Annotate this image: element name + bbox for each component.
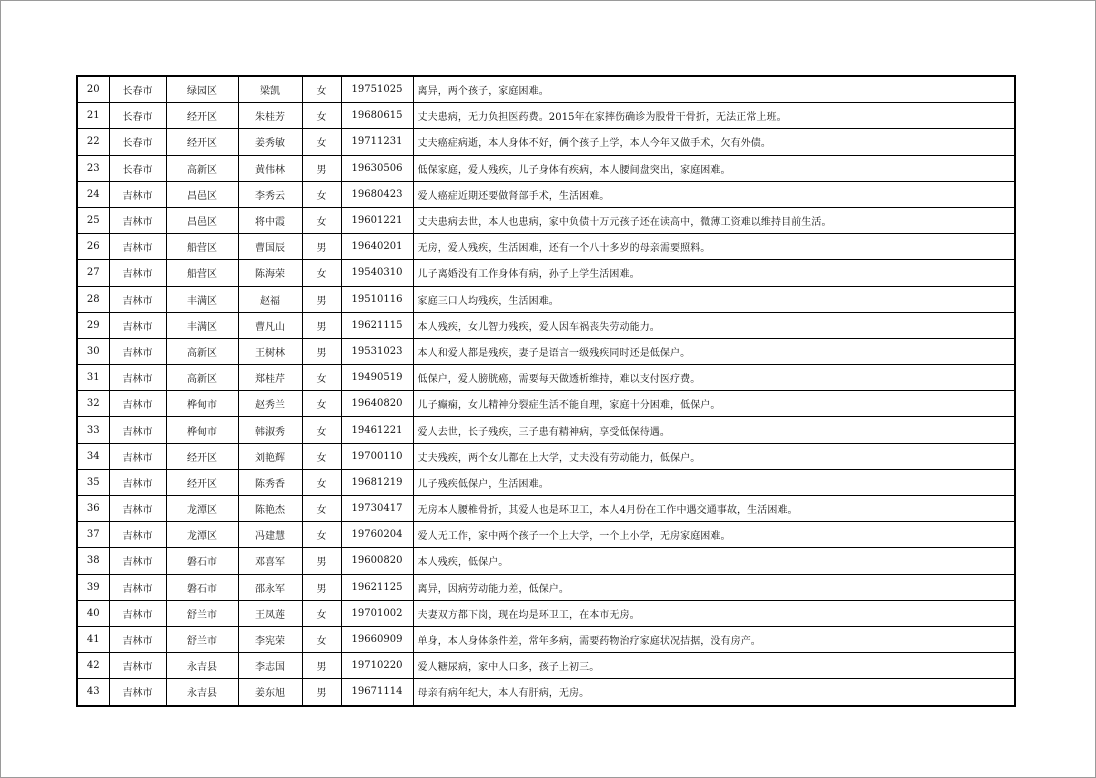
birth-date-cell: 19730417 <box>341 496 413 522</box>
situation-cell: 本人和爱人都是残疾，妻子是语言一级残疾同时还是低保户。 <box>413 338 1015 364</box>
row-number-cell: 21 <box>77 103 109 129</box>
district-cell: 昌邑区 <box>166 181 238 207</box>
district-cell: 桦甸市 <box>166 417 238 443</box>
situation-cell: 本人残疾，女儿智力残疾，爱人因车祸丧失劳动能力。 <box>413 312 1015 338</box>
city-cell: 吉林市 <box>109 338 166 364</box>
city-cell: 吉林市 <box>109 365 166 391</box>
gender-cell: 男 <box>302 653 341 679</box>
gender-cell: 女 <box>302 76 341 103</box>
birth-date-cell: 19700110 <box>341 443 413 469</box>
name-cell: 李秀云 <box>238 181 302 207</box>
city-cell: 吉林市 <box>109 522 166 548</box>
situation-cell: 无房，爱人残疾，生活困难，还有一个八十多岁的母亲需要照料。 <box>413 234 1015 260</box>
district-cell: 桦甸市 <box>166 391 238 417</box>
city-cell: 吉林市 <box>109 286 166 312</box>
city-cell: 吉林市 <box>109 626 166 652</box>
gender-cell: 男 <box>302 548 341 574</box>
row-number-cell: 41 <box>77 626 109 652</box>
table-row <box>77 600 1015 626</box>
district-cell: 永吉县 <box>166 653 238 679</box>
district-cell: 经开区 <box>166 129 238 155</box>
situation-cell: 离异，两个孩子，家庭困难。 <box>413 76 1015 103</box>
situation-cell: 儿子癫痫，女儿精神分裂症生活不能自理，家庭十分困难，低保户。 <box>413 391 1015 417</box>
name-cell: 李志国 <box>238 653 302 679</box>
situation-cell: 低保户，爱人膀胱癌，需要每天做透析维持，难以支付医疗费。 <box>413 365 1015 391</box>
name-cell: 姜秀敏 <box>238 129 302 155</box>
birth-date-cell: 19461221 <box>341 417 413 443</box>
hardship-register-table <box>76 75 1016 707</box>
gender-cell: 女 <box>302 496 341 522</box>
city-cell: 吉林市 <box>109 679 166 706</box>
name-cell: 陈艳杰 <box>238 496 302 522</box>
name-cell: 韩淑秀 <box>238 417 302 443</box>
situation-cell: 儿子离婚没有工作身体有病，孙子上学生活困难。 <box>413 260 1015 286</box>
city-cell: 吉林市 <box>109 260 166 286</box>
name-cell: 赵秀兰 <box>238 391 302 417</box>
table-row <box>77 626 1015 652</box>
row-number-cell: 24 <box>77 181 109 207</box>
city-cell: 吉林市 <box>109 600 166 626</box>
district-cell: 龙潭区 <box>166 522 238 548</box>
birth-date-cell: 19630506 <box>341 155 413 181</box>
row-number-cell: 20 <box>77 76 109 103</box>
situation-cell: 丈夫患病去世，本人也患病，家中负债十万元孩子还在读高中，微薄工资难以维持目前生活。 <box>413 207 1015 233</box>
name-cell: 李宪荣 <box>238 626 302 652</box>
gender-cell: 女 <box>302 129 341 155</box>
situation-cell: 爱人无工作，家中两个孩子一个上大学，一个上小学，无房家庭困难。 <box>413 522 1015 548</box>
name-cell: 将中霞 <box>238 207 302 233</box>
birth-date-cell: 19751025 <box>341 76 413 103</box>
table-row <box>77 522 1015 548</box>
gender-cell: 女 <box>302 181 341 207</box>
birth-date-cell: 19711231 <box>341 129 413 155</box>
gender-cell: 女 <box>302 600 341 626</box>
row-number-cell: 31 <box>77 365 109 391</box>
gender-cell: 男 <box>302 338 341 364</box>
name-cell: 陈海荣 <box>238 260 302 286</box>
birth-date-cell: 19660909 <box>341 626 413 652</box>
table-row <box>77 312 1015 338</box>
city-cell: 长春市 <box>109 129 166 155</box>
row-number-cell: 38 <box>77 548 109 574</box>
gender-cell: 女 <box>302 522 341 548</box>
table-row <box>77 76 1015 103</box>
name-cell: 冯建慧 <box>238 522 302 548</box>
city-cell: 长春市 <box>109 76 166 103</box>
birth-date-cell: 19671114 <box>341 679 413 706</box>
table-row <box>77 103 1015 129</box>
gender-cell: 女 <box>302 417 341 443</box>
row-number-cell: 36 <box>77 496 109 522</box>
city-cell: 长春市 <box>109 155 166 181</box>
district-cell: 经开区 <box>166 469 238 495</box>
district-cell: 船营区 <box>166 260 238 286</box>
table-row <box>77 155 1015 181</box>
row-number-cell: 34 <box>77 443 109 469</box>
table-body <box>77 76 1015 706</box>
birth-date-cell: 19540310 <box>341 260 413 286</box>
name-cell: 黄伟林 <box>238 155 302 181</box>
district-cell: 昌邑区 <box>166 207 238 233</box>
birth-date-cell: 19531023 <box>341 338 413 364</box>
district-cell: 龙潭区 <box>166 496 238 522</box>
situation-cell: 儿子残疾低保户，生活困难。 <box>413 469 1015 495</box>
city-cell: 吉林市 <box>109 548 166 574</box>
situation-cell: 低保家庭，爱人残疾，儿子身体有疾病，本人腰间盘突出，家庭困难。 <box>413 155 1015 181</box>
situation-cell: 离异，因病劳动能力差，低保户。 <box>413 574 1015 600</box>
gender-cell: 女 <box>302 207 341 233</box>
city-cell: 吉林市 <box>109 574 166 600</box>
situation-cell: 爱人糖尿病，家中人口多，孩子上初三。 <box>413 653 1015 679</box>
district-cell: 磐石市 <box>166 574 238 600</box>
birth-date-cell: 19490519 <box>341 365 413 391</box>
birth-date-cell: 19640820 <box>341 391 413 417</box>
name-cell: 郑桂芹 <box>238 365 302 391</box>
birth-date-cell: 19680423 <box>341 181 413 207</box>
birth-date-cell: 19621115 <box>341 312 413 338</box>
row-number-cell: 27 <box>77 260 109 286</box>
name-cell: 陈秀香 <box>238 469 302 495</box>
situation-cell: 爱人去世，长子残疾，三子患有精神病，享受低保待遇。 <box>413 417 1015 443</box>
row-number-cell: 22 <box>77 129 109 155</box>
situation-cell: 丈夫残疾，两个女儿都在上大学，丈夫没有劳动能力，低保户。 <box>413 443 1015 469</box>
district-cell: 经开区 <box>166 443 238 469</box>
row-number-cell: 26 <box>77 234 109 260</box>
city-cell: 吉林市 <box>109 443 166 469</box>
table-row <box>77 260 1015 286</box>
name-cell: 姜东旭 <box>238 679 302 706</box>
city-cell: 吉林市 <box>109 181 166 207</box>
city-cell: 吉林市 <box>109 496 166 522</box>
district-cell: 舒兰市 <box>166 626 238 652</box>
row-number-cell: 33 <box>77 417 109 443</box>
birth-date-cell: 19640201 <box>341 234 413 260</box>
district-cell: 丰满区 <box>166 312 238 338</box>
table-row <box>77 548 1015 574</box>
row-number-cell: 35 <box>77 469 109 495</box>
situation-cell: 丈夫患病，无力负担医药费。2015年在家摔伤确诊为股骨干骨折，无法正常上班。 <box>413 103 1015 129</box>
birth-date-cell: 19710220 <box>341 653 413 679</box>
row-number-cell: 43 <box>77 679 109 706</box>
table-row <box>77 129 1015 155</box>
row-number-cell: 23 <box>77 155 109 181</box>
row-number-cell: 42 <box>77 653 109 679</box>
gender-cell: 男 <box>302 312 341 338</box>
situation-cell: 母亲有病年纪大，本人有肝病，无房。 <box>413 679 1015 706</box>
name-cell: 刘艳辉 <box>238 443 302 469</box>
situation-cell: 爱人癌症近期还要做肾部手术，生活困难。 <box>413 181 1015 207</box>
gender-cell: 女 <box>302 443 341 469</box>
row-number-cell: 25 <box>77 207 109 233</box>
city-cell: 吉林市 <box>109 653 166 679</box>
birth-date-cell: 19680615 <box>341 103 413 129</box>
city-cell: 吉林市 <box>109 469 166 495</box>
table-row <box>77 338 1015 364</box>
row-number-cell: 32 <box>77 391 109 417</box>
city-cell: 吉林市 <box>109 391 166 417</box>
city-cell: 长春市 <box>109 103 166 129</box>
situation-cell: 夫妻双方都下岗，现在均是环卫工，在本市无房。 <box>413 600 1015 626</box>
name-cell: 王凤莲 <box>238 600 302 626</box>
name-cell: 邵永军 <box>238 574 302 600</box>
city-cell: 吉林市 <box>109 234 166 260</box>
district-cell: 经开区 <box>166 103 238 129</box>
table-row <box>77 286 1015 312</box>
table-row <box>77 234 1015 260</box>
district-cell: 丰满区 <box>166 286 238 312</box>
table-row <box>77 443 1015 469</box>
gender-cell: 女 <box>302 626 341 652</box>
name-cell: 赵福 <box>238 286 302 312</box>
table-row <box>77 365 1015 391</box>
row-number-cell: 28 <box>77 286 109 312</box>
gender-cell: 男 <box>302 679 341 706</box>
table-row <box>77 653 1015 679</box>
name-cell: 曹凡山 <box>238 312 302 338</box>
row-number-cell: 40 <box>77 600 109 626</box>
gender-cell: 男 <box>302 574 341 600</box>
name-cell: 曹国辰 <box>238 234 302 260</box>
birth-date-cell: 19701002 <box>341 600 413 626</box>
gender-cell: 男 <box>302 234 341 260</box>
name-cell: 王树林 <box>238 338 302 364</box>
name-cell: 朱桂芳 <box>238 103 302 129</box>
situation-cell: 丈夫癌症病逝，本人身体不好，俩个孩子上学，本人今年又做手术，欠有外债。 <box>413 129 1015 155</box>
district-cell: 磐石市 <box>166 548 238 574</box>
gender-cell: 女 <box>302 469 341 495</box>
gender-cell: 女 <box>302 365 341 391</box>
city-cell: 吉林市 <box>109 312 166 338</box>
row-number-cell: 37 <box>77 522 109 548</box>
birth-date-cell: 19681219 <box>341 469 413 495</box>
table-row <box>77 574 1015 600</box>
gender-cell: 女 <box>302 391 341 417</box>
city-cell: 吉林市 <box>109 207 166 233</box>
district-cell: 高新区 <box>166 338 238 364</box>
table-row <box>77 181 1015 207</box>
gender-cell: 男 <box>302 286 341 312</box>
district-cell: 高新区 <box>166 155 238 181</box>
name-cell: 梁凯 <box>238 76 302 103</box>
district-cell: 船营区 <box>166 234 238 260</box>
row-number-cell: 29 <box>77 312 109 338</box>
gender-cell: 女 <box>302 260 341 286</box>
situation-cell: 无房本人腰椎骨折，其爱人也是环卫工，本人4月份在工作中遇交通事故，生活困难。 <box>413 496 1015 522</box>
table-row <box>77 469 1015 495</box>
table-row <box>77 391 1015 417</box>
birth-date-cell: 19760204 <box>341 522 413 548</box>
gender-cell: 女 <box>302 103 341 129</box>
birth-date-cell: 19601221 <box>341 207 413 233</box>
district-cell: 永吉县 <box>166 679 238 706</box>
row-number-cell: 39 <box>77 574 109 600</box>
table-row <box>77 496 1015 522</box>
name-cell: 邓喜军 <box>238 548 302 574</box>
situation-cell: 家庭三口人均残疾，生活困难。 <box>413 286 1015 312</box>
birth-date-cell: 19510116 <box>341 286 413 312</box>
table-row <box>77 679 1015 706</box>
district-cell: 高新区 <box>166 365 238 391</box>
district-cell: 绿园区 <box>166 76 238 103</box>
situation-cell: 本人残疾，低保户。 <box>413 548 1015 574</box>
row-number-cell: 30 <box>77 338 109 364</box>
birth-date-cell: 19621125 <box>341 574 413 600</box>
table-row <box>77 207 1015 233</box>
gender-cell: 男 <box>302 155 341 181</box>
situation-cell: 单身，本人身体条件差，常年多病，需要药物治疗家庭状况拮据，没有房产。 <box>413 626 1015 652</box>
district-cell: 舒兰市 <box>166 600 238 626</box>
city-cell: 吉林市 <box>109 417 166 443</box>
table-row <box>77 417 1015 443</box>
birth-date-cell: 19600820 <box>341 548 413 574</box>
